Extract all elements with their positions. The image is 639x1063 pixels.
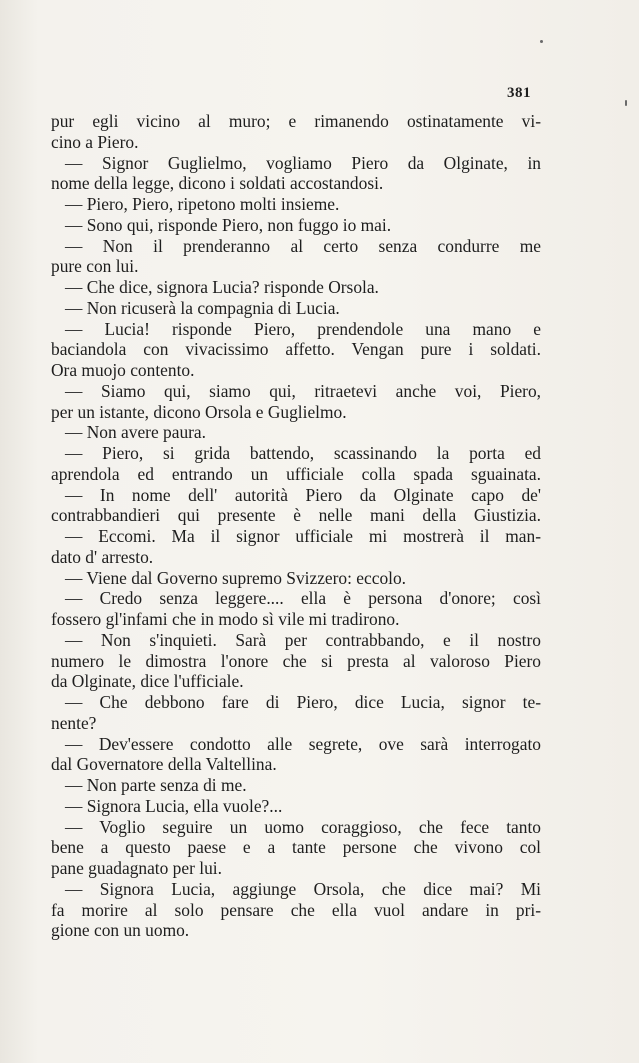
text-line: gione con un uomo. (51, 920, 190, 941)
text-line: fa morire al solo pensare che ella vuol andare in pri- (51, 899, 541, 920)
text-line: — Credo senza leggere.... ella è persona d'onore; così (65, 588, 541, 609)
text-line: nente? (51, 712, 97, 733)
text-line: bene a questo paese e a tante persone che vivono col (51, 837, 541, 858)
page-number: 381 (507, 85, 531, 101)
text-line: — Piero, Piero, ripetono molti insieme. (65, 194, 340, 214)
text-line: da Olginate, dice l'ufficiale. (51, 671, 244, 692)
ink-speck (625, 100, 627, 106)
text-line: — Piero, si grida battendo, scassinando la porta ed (65, 443, 541, 463)
text-line: — In nome dell' autorità Piero da Olginate capo de' (65, 484, 541, 505)
text-line: — Non il prenderanno al certo senza condurre me (65, 235, 541, 256)
text-line: — Dev'essere condotto alle segrete, ove sarà interrogato (65, 733, 541, 754)
text-line: numero le dimostra l'onore che si presta al valoroso Piero (51, 650, 541, 671)
text-line: — Non ricuserà la compagnia di Lucia. (65, 297, 340, 318)
text-line: — Eccomi. Ma il signor ufficiale mi mostrerà il man- (65, 526, 541, 546)
text-line: pane guadagnato per lui. (51, 858, 222, 878)
text-line: dato d' arresto. (51, 546, 154, 567)
text-line: — Signor Guglielmo, vogliamo Piero da Olginate, in (65, 152, 541, 173)
text-line: Ora muojo contento. (51, 360, 195, 380)
text-line: — Non avere paura. (65, 422, 206, 443)
text-line: — Non parte senza di me. (65, 775, 247, 795)
text-line: aprendola ed entrando un ufficiale colla spada sguainata. (51, 463, 541, 484)
text-line: — Sono qui, risponde Piero, non fuggo io mai. (65, 214, 392, 235)
text-line: nome della legge, dicono i soldati accostandosi. (51, 173, 384, 194)
text-line: — Signora Lucia, ella vuole?... (65, 795, 283, 816)
text-line: — Che dice, signora Lucia? risponde Orsola. (65, 277, 379, 297)
text-line: — Siamo qui, siamo qui, ritraetevi anche voi, Piero, (65, 380, 541, 401)
text-line: — Che debbono fare di Piero, dice Lucia, signor te- (65, 692, 541, 712)
text-line: pure con lui. (51, 256, 139, 277)
text-line: — Viene dal Governo supremo Svizzero: eccolo. (65, 567, 407, 588)
page-text (51, 111, 541, 941)
text-line: — Lucia! risponde Piero, prendendole una mano e (65, 318, 541, 339)
text-line: pur egli vicino al muro; e rimanendo ostinatamente vi- (51, 111, 541, 131)
text-line: dal Governatore della Valtellina. (51, 754, 277, 775)
text-line: — Signora Lucia, aggiunge Orsola, che dice mai? Mi (65, 878, 541, 899)
text-line: contrabbandieri qui presente è nelle mani della Giustizia. (51, 505, 541, 526)
text-line: baciandola con vivacissimo affetto. Vengan pure i soldati. (51, 339, 541, 360)
text-line: — Voglio seguire un uomo coraggioso, che fece tanto (65, 816, 541, 837)
text-line: per un istante, dicono Orsola e Guglielmo. (51, 401, 347, 422)
ink-speck (540, 40, 543, 43)
text-line: fossero gl'infami che in modo sì vile mi tradirono. (51, 609, 400, 629)
text-line: cino a Piero. (51, 131, 139, 152)
text-line: — Non s'inquieti. Sarà per contrabbando, e il nostro (65, 629, 541, 650)
